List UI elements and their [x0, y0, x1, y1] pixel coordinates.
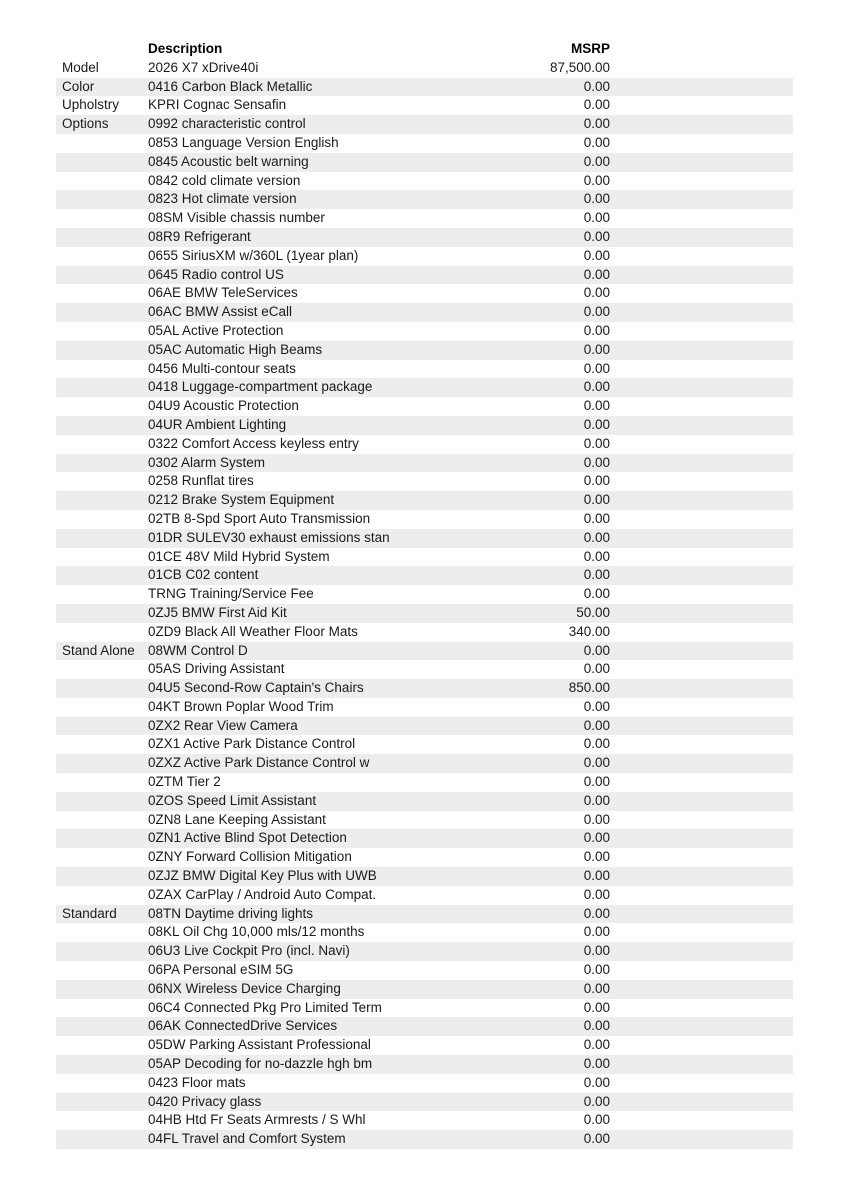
msrp-cell: 0.00 — [583, 736, 610, 752]
description-cell: 04U5 Second-Row Captain's Chairs — [148, 680, 364, 696]
msrp-cell: 0.00 — [583, 1131, 610, 1147]
description-cell: 0322 Comfort Access keyless entry — [148, 435, 359, 451]
msrp-cell: 0.00 — [583, 661, 610, 677]
row-spacer — [610, 59, 793, 78]
description-cell: 06C4 Connected Pkg Pro Limited Term — [148, 999, 382, 1015]
row-spacer — [610, 341, 793, 360]
msrp-cell: 0.00 — [583, 980, 610, 996]
category-cell — [56, 209, 148, 228]
description-cell: 05AP Decoding for no-dazzle hgh bm — [148, 1056, 373, 1072]
table-row — [56, 980, 793, 999]
description-cell: 08KL Oil Chg 10,000 mls/12 months — [148, 924, 365, 940]
msrp-cell: 0.00 — [583, 510, 610, 526]
category-cell — [56, 134, 148, 153]
msrp-cell: 850.00 — [568, 680, 610, 696]
description-cell: 0423 Floor mats — [148, 1074, 246, 1090]
row-spacer — [610, 284, 793, 303]
table-row — [56, 472, 793, 491]
msrp-cell: 0.00 — [583, 1074, 610, 1090]
description-cell: KPRI Cognac Sensafin — [148, 97, 287, 113]
category-cell — [56, 266, 148, 285]
description-cell: 04FL Travel and Comfort System — [148, 1131, 346, 1147]
msrp-cell: 0.00 — [583, 717, 610, 733]
row-spacer — [610, 961, 793, 980]
table-row — [56, 923, 793, 942]
description-cell: 0258 Runflat tires — [148, 473, 254, 489]
row-spacer — [610, 529, 793, 548]
msrp-cell: 0.00 — [583, 416, 610, 432]
table-row — [56, 416, 793, 435]
msrp-cell: 0.00 — [583, 191, 610, 207]
description-cell: 06AE BMW TeleServices — [148, 285, 298, 301]
table-row — [56, 153, 793, 172]
table-row — [56, 660, 793, 679]
msrp-cell: 0.00 — [583, 153, 610, 169]
msrp-cell: 50.00 — [576, 604, 610, 620]
description-cell: 04UR Ambient Lighting — [148, 416, 287, 432]
table-row — [56, 1111, 793, 1130]
description-cell: 08SM Visible chassis number — [148, 210, 325, 226]
row-spacer — [610, 623, 793, 642]
table-row — [56, 397, 793, 416]
table-row — [56, 735, 793, 754]
row-spacer — [610, 867, 793, 886]
msrp-cell: 0.00 — [583, 341, 610, 357]
msrp-cell: 340.00 — [568, 623, 610, 639]
row-spacer — [610, 999, 793, 1018]
table-row — [56, 848, 793, 867]
msrp-cell: 0.00 — [583, 755, 610, 771]
msrp-cell: 0.00 — [583, 266, 610, 282]
description-cell: 06NX Wireless Device Charging — [148, 980, 341, 996]
msrp-cell: 0.00 — [583, 586, 610, 602]
table-row — [56, 1093, 793, 1112]
row-spacer — [610, 96, 793, 115]
description-cell: 0ZD9 Black All Weather Floor Mats — [148, 623, 358, 639]
row-spacer — [610, 642, 793, 661]
row-spacer — [610, 923, 793, 942]
table-row — [56, 679, 793, 698]
row-spacer — [610, 1130, 793, 1149]
category-cell — [56, 1074, 148, 1093]
msrp-column-header: MSRP — [570, 41, 610, 56]
category-cell — [56, 247, 148, 266]
description-cell: 04KT Brown Poplar Wood Trim — [148, 698, 334, 714]
table-row — [56, 322, 793, 341]
table-row — [56, 942, 793, 961]
msrp-cell: 0.00 — [583, 811, 610, 827]
category-cell — [56, 942, 148, 961]
row-spacer — [610, 773, 793, 792]
row-spacer — [610, 886, 793, 905]
msrp-cell: 0.00 — [583, 172, 610, 188]
msrp-cell: 0.00 — [583, 943, 610, 959]
table-row — [56, 78, 793, 97]
table-row — [56, 548, 793, 567]
table-row — [56, 266, 793, 285]
table-row — [56, 604, 793, 623]
category-cell: Standard — [62, 905, 117, 921]
category-cell — [56, 397, 148, 416]
category-cell — [56, 1130, 148, 1149]
category-cell — [56, 1093, 148, 1112]
description-cell: 05AS Driving Assistant — [148, 661, 285, 677]
msrp-cell: 0.00 — [583, 454, 610, 470]
description-cell: 0212 Brake System Equipment — [148, 492, 335, 508]
description-cell: 0845 Acoustic belt warning — [148, 153, 309, 169]
category-cell — [56, 153, 148, 172]
description-cell: 04HB Htd Fr Seats Armrests / S Whl — [148, 1112, 366, 1128]
row-spacer — [610, 1074, 793, 1093]
category-cell — [56, 1055, 148, 1074]
msrp-cell: 0.00 — [583, 924, 610, 940]
row-spacer — [610, 134, 793, 153]
category-cell — [56, 172, 148, 191]
msrp-cell: 0.00 — [583, 322, 610, 338]
msrp-cell: 0.00 — [583, 1018, 610, 1034]
msrp-cell: 0.00 — [583, 868, 610, 884]
table-row — [56, 247, 793, 266]
table-row — [56, 1130, 793, 1149]
table-row — [56, 566, 793, 585]
description-cell: 05AL Active Protection — [148, 322, 284, 338]
category-cell — [56, 566, 148, 585]
description-cell: TRNG Training/Service Fee — [148, 586, 314, 602]
category-cell — [56, 378, 148, 397]
msrp-cell: 0.00 — [583, 1093, 610, 1109]
table-row — [56, 134, 793, 153]
category-cell — [56, 999, 148, 1018]
msrp-cell: 0.00 — [583, 567, 610, 583]
category-cell — [56, 773, 148, 792]
table-row — [56, 96, 793, 115]
row-spacer — [610, 1017, 793, 1036]
category-cell — [56, 1036, 148, 1055]
description-cell: 06U3 Live Cockpit Pro (incl. Navi) — [148, 943, 350, 959]
description-cell: 08R9 Refrigerant — [148, 228, 251, 244]
row-spacer — [610, 848, 793, 867]
description-cell: 0ZX2 Rear View Camera — [148, 717, 298, 733]
table-row — [56, 999, 793, 1018]
table-row — [56, 284, 793, 303]
row-spacer — [610, 115, 793, 134]
table-row — [56, 754, 793, 773]
description-cell: 0418 Luggage-compartment package — [148, 379, 373, 395]
category-cell — [56, 454, 148, 473]
table-row — [56, 59, 793, 78]
row-spacer — [610, 360, 793, 379]
table-row — [56, 360, 793, 379]
category-cell — [56, 435, 148, 454]
msrp-cell: 0.00 — [583, 304, 610, 320]
msrp-cell: 0.00 — [583, 435, 610, 451]
msrp-cell: 0.00 — [583, 1056, 610, 1072]
row-spacer — [610, 322, 793, 341]
row-spacer — [610, 942, 793, 961]
description-cell: 0ZOS Speed Limit Assistant — [148, 792, 317, 808]
category-cell — [56, 585, 148, 604]
row-spacer — [610, 660, 793, 679]
category-column-header — [56, 40, 148, 59]
category-cell — [56, 623, 148, 642]
row-spacer — [610, 1036, 793, 1055]
category-cell — [56, 604, 148, 623]
table-row — [56, 642, 793, 661]
table-row — [56, 454, 793, 473]
row-spacer — [610, 566, 793, 585]
table-row — [56, 491, 793, 510]
category-cell — [56, 360, 148, 379]
description-cell: 0853 Language Version English — [148, 134, 339, 150]
description-cell: 0ZJ5 BMW First Aid Kit — [148, 604, 287, 620]
table-row — [56, 1036, 793, 1055]
msrp-cell: 0.00 — [583, 97, 610, 113]
msrp-cell: 0.00 — [583, 116, 610, 132]
category-cell — [56, 698, 148, 717]
row-spacer — [610, 266, 793, 285]
msrp-cell: 0.00 — [583, 134, 610, 150]
category-cell — [56, 416, 148, 435]
description-column-header: Description — [148, 41, 223, 56]
category-cell — [56, 717, 148, 736]
category-cell — [56, 886, 148, 905]
row-spacer — [610, 1111, 793, 1130]
row-spacer — [610, 247, 793, 266]
msrp-cell: 0.00 — [583, 360, 610, 376]
table-row — [56, 115, 793, 134]
description-cell: 0ZN8 Lane Keeping Assistant — [148, 811, 326, 827]
table-row — [56, 1074, 793, 1093]
row-spacer — [610, 679, 793, 698]
row-spacer — [610, 980, 793, 999]
description-cell: 01DR SULEV30 exhaust emissions stan — [148, 529, 390, 545]
description-cell: 0823 Hot climate version — [148, 191, 297, 207]
table-row — [56, 905, 793, 924]
msrp-cell: 0.00 — [583, 529, 610, 545]
row-spacer — [610, 378, 793, 397]
category-cell — [56, 472, 148, 491]
msrp-cell: 0.00 — [583, 1037, 610, 1053]
category-cell — [56, 341, 148, 360]
table-row — [56, 1055, 793, 1074]
table-row — [56, 209, 793, 228]
description-cell: 0ZAX CarPlay / Android Auto Compat. — [148, 886, 377, 902]
description-cell: 0ZXZ Active Park Distance Control w — [148, 755, 370, 771]
msrp-cell: 0.00 — [583, 849, 610, 865]
msrp-cell: 0.00 — [583, 473, 610, 489]
description-cell: 01CE 48V Mild Hybrid System — [148, 548, 330, 564]
msrp-cell: 0.00 — [583, 78, 610, 94]
category-cell — [56, 961, 148, 980]
table-row — [56, 717, 793, 736]
table-row — [56, 1017, 793, 1036]
category-cell — [56, 754, 148, 773]
category-cell — [56, 322, 148, 341]
table-row — [56, 585, 793, 604]
description-cell: 05DW Parking Assistant Professional — [148, 1037, 371, 1053]
description-cell: 08WM Control D — [148, 642, 248, 658]
description-cell: 04U9 Acoustic Protection — [148, 398, 299, 414]
msrp-cell: 0.00 — [583, 886, 610, 902]
category-cell: Color — [62, 78, 95, 94]
category-cell — [56, 284, 148, 303]
msrp-cell: 0.00 — [583, 492, 610, 508]
table-row — [56, 792, 793, 811]
msrp-cell: 0.00 — [583, 962, 610, 978]
table-row — [56, 303, 793, 322]
header-spacer — [610, 40, 793, 59]
row-spacer — [610, 454, 793, 473]
description-cell: 0645 Radio control US — [148, 266, 284, 282]
category-cell — [56, 811, 148, 830]
description-cell: 0ZNY Forward Collision Mitigation — [148, 849, 352, 865]
category-cell: Options — [62, 116, 109, 132]
row-spacer — [610, 435, 793, 454]
row-spacer — [610, 1093, 793, 1112]
row-spacer — [610, 153, 793, 172]
category-cell — [56, 1017, 148, 1036]
row-spacer — [610, 905, 793, 924]
row-spacer — [610, 604, 793, 623]
category-cell — [56, 510, 148, 529]
row-spacer — [610, 228, 793, 247]
description-cell: 0416 Carbon Black Metallic — [148, 78, 313, 94]
msrp-cell: 0.00 — [583, 792, 610, 808]
row-spacer — [610, 472, 793, 491]
msrp-cell: 0.00 — [583, 210, 610, 226]
table-row — [56, 510, 793, 529]
description-cell: 0842 cold climate version — [148, 172, 301, 188]
msrp-cell: 0.00 — [583, 999, 610, 1015]
description-cell: 01CB C02 content — [148, 567, 259, 583]
msrp-cell: 0.00 — [583, 398, 610, 414]
row-spacer — [610, 209, 793, 228]
row-spacer — [610, 792, 793, 811]
table-row — [56, 190, 793, 209]
msrp-cell: 0.00 — [583, 642, 610, 658]
row-spacer — [610, 585, 793, 604]
category-cell — [56, 190, 148, 209]
row-spacer — [610, 698, 793, 717]
table-row — [56, 867, 793, 886]
category-cell — [56, 829, 148, 848]
table-body — [56, 59, 793, 1149]
msrp-cell: 0.00 — [583, 1112, 610, 1128]
category-cell — [56, 228, 148, 247]
table-row — [56, 172, 793, 191]
description-cell: 0992 characteristic control — [148, 116, 306, 132]
msrp-cell: 0.00 — [583, 548, 610, 564]
table-row — [56, 529, 793, 548]
description-cell: 06PA Personal eSIM 5G — [148, 962, 294, 978]
category-cell — [56, 867, 148, 886]
row-spacer — [610, 754, 793, 773]
row-spacer — [610, 1055, 793, 1074]
category-cell: Stand Alone — [62, 642, 135, 658]
table-row — [56, 773, 793, 792]
category-cell — [56, 660, 148, 679]
table-row — [56, 811, 793, 830]
description-cell: 08TN Daytime driving lights — [148, 905, 314, 921]
description-cell: 0302 Alarm System — [148, 454, 266, 470]
row-spacer — [610, 78, 793, 97]
msrp-cell: 0.00 — [583, 247, 610, 263]
category-cell: Upholstry — [62, 97, 120, 113]
msrp-cell: 0.00 — [583, 830, 610, 846]
table-row — [56, 341, 793, 360]
category-cell — [56, 529, 148, 548]
row-spacer — [610, 491, 793, 510]
table-row — [56, 435, 793, 454]
category-cell: Model — [62, 59, 99, 75]
category-cell — [56, 303, 148, 322]
msrp-cell: 0.00 — [583, 698, 610, 714]
vehicle-pricing-table — [56, 40, 793, 1149]
table-header-row — [56, 40, 793, 59]
row-spacer — [610, 735, 793, 754]
category-cell — [56, 548, 148, 567]
description-cell: 0ZJZ BMW Digital Key Plus with UWB — [148, 868, 377, 884]
table-row — [56, 829, 793, 848]
description-cell: 05AC Automatic High Beams — [148, 341, 323, 357]
row-spacer — [610, 303, 793, 322]
row-spacer — [610, 397, 793, 416]
category-cell — [56, 848, 148, 867]
msrp-cell: 0.00 — [583, 379, 610, 395]
row-spacer — [610, 811, 793, 830]
table-row — [56, 228, 793, 247]
row-spacer — [610, 510, 793, 529]
description-cell: 2026 X7 xDrive40i — [148, 59, 259, 75]
category-cell — [56, 679, 148, 698]
description-cell: 0420 Privacy glass — [148, 1093, 262, 1109]
msrp-cell: 0.00 — [583, 228, 610, 244]
table-row — [56, 623, 793, 642]
msrp-cell: 0.00 — [583, 285, 610, 301]
description-cell: 0ZX1 Active Park Distance Control — [148, 736, 356, 752]
row-spacer — [610, 190, 793, 209]
msrp-cell: 0.00 — [583, 905, 610, 921]
msrp-cell: 0.00 — [583, 774, 610, 790]
row-spacer — [610, 717, 793, 736]
description-cell: 0655 SiriusXM w/360L (1year plan) — [148, 247, 359, 263]
category-cell — [56, 735, 148, 754]
row-spacer — [610, 829, 793, 848]
row-spacer — [610, 172, 793, 191]
category-cell — [56, 980, 148, 999]
table-row — [56, 698, 793, 717]
description-cell: 0ZTM Tier 2 — [148, 774, 221, 790]
description-cell: 06AK ConnectedDrive Services — [148, 1018, 338, 1034]
category-cell — [56, 1111, 148, 1130]
description-cell: 0ZN1 Active Blind Spot Detection — [148, 830, 347, 846]
description-cell: 02TB 8-Spd Sport Auto Transmission — [148, 510, 371, 526]
description-cell: 0456 Multi-contour seats — [148, 360, 296, 376]
row-spacer — [610, 416, 793, 435]
msrp-cell: 87,500.00 — [549, 59, 610, 75]
row-spacer — [610, 548, 793, 567]
table-row — [56, 886, 793, 905]
category-cell — [56, 491, 148, 510]
description-cell: 06AC BMW Assist eCall — [148, 304, 293, 320]
category-cell — [56, 792, 148, 811]
category-cell — [56, 923, 148, 942]
table-row — [56, 378, 793, 397]
table-row — [56, 961, 793, 980]
